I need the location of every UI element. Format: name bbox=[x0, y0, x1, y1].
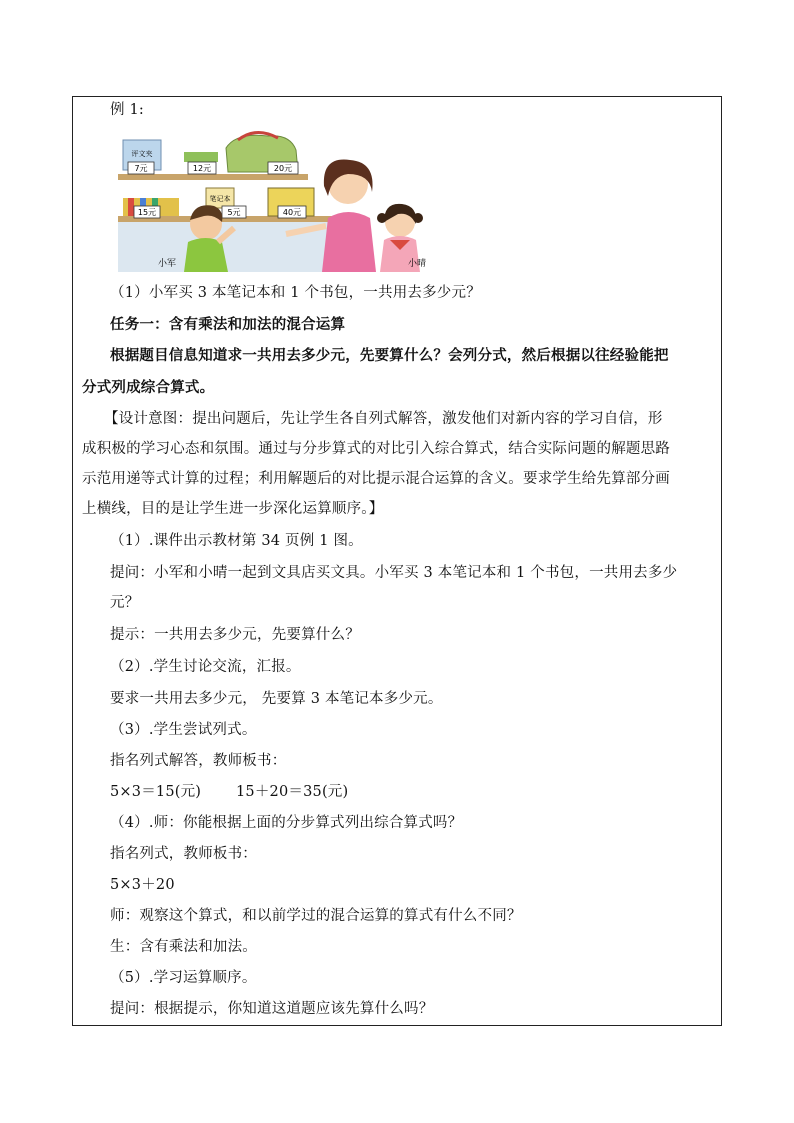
notebook-label: 笔记本 bbox=[209, 195, 231, 203]
step-5: （5）.学习运算顺序。 bbox=[110, 970, 257, 986]
assign-line-2: 指名列式，教师板书： bbox=[110, 846, 257, 862]
price-tag-2 bbox=[188, 162, 216, 174]
step-2: （2）.学生讨论交流，汇报。 bbox=[110, 659, 301, 675]
design-intent-line-4: 上横线，目的是让学生进一步深化运算顺序。】 bbox=[82, 501, 384, 517]
ask-line-3: 提问：根据提示，你知道这道题应该先算什么吗？ bbox=[110, 1001, 434, 1017]
price-tag-5-text: 5元 bbox=[227, 208, 241, 217]
student-line: 生：含有乘法和加法。 bbox=[110, 939, 257, 955]
task-1-heading: 任务一：含有乘法和加法的混合运算 bbox=[110, 316, 346, 333]
stationery-shop-illustration bbox=[118, 126, 438, 272]
shelf-top bbox=[118, 174, 308, 180]
ask-line-2: 元？ bbox=[110, 595, 140, 611]
equation-2: 15＋20＝35(元) bbox=[236, 784, 349, 800]
stapler-item bbox=[184, 152, 218, 162]
folder-label: 评文夹 bbox=[131, 150, 153, 158]
step-1: （1）.课件出示教材第 34 页例 1 图。 bbox=[110, 533, 363, 549]
teacher-line: 师：观察这个算式，和以前学过的混合运算的算式有什么不同？ bbox=[110, 908, 522, 924]
step-4: （4）.师：你能根据上面的分步算式列出综合算式吗？ bbox=[110, 815, 463, 831]
design-intent-line-2: 成积极的学习心态和氛围。通过与分步算式的对比引入综合算式，结合实际问题的解题思路 bbox=[82, 441, 670, 457]
bold-text-line-1: 根据题目信息知道求一共用去多少元，先要算什么？会列分式，然后根据以往经验能把 bbox=[110, 347, 669, 364]
price-tag-3 bbox=[268, 162, 298, 174]
price-tag-2-text: 12元 bbox=[192, 164, 212, 173]
price-tag-1 bbox=[128, 162, 154, 174]
price-tag-6-text: 40元 bbox=[282, 208, 302, 217]
price-tag-5 bbox=[222, 206, 246, 218]
equation-3: 5×3＋20 bbox=[110, 877, 175, 893]
question-1: （1）小军买 3 本笔记本和 1 个书包，一共用去多少元？ bbox=[110, 285, 481, 301]
design-intent-line-3: 示范用递等式计算的过程；利用解题后的对比提示混合运算的含义。要求学生给先算部分画 bbox=[82, 471, 670, 487]
step-3: （3）.学生尝试列式。 bbox=[110, 722, 257, 738]
requirement-line: 要求一共用去多少元， 先要算 3 本笔记本多少元。 bbox=[110, 691, 443, 707]
hint-line: 提示：一共用去多少元，先要算什么？ bbox=[110, 627, 360, 643]
price-tag-4-text: 15元 bbox=[137, 208, 157, 217]
name-left: 小军 bbox=[158, 259, 177, 269]
ask-line-1: 提问：小军和小晴一起到文具店买文具。小军买 3 本笔记本和 1 个书包，一共用去多少 bbox=[110, 565, 678, 581]
equation-1: 5×3＝15(元) bbox=[110, 784, 202, 800]
price-tag-1-text: 7元 bbox=[134, 164, 148, 173]
price-tag-3-text: 20元 bbox=[273, 164, 293, 173]
name-right: 小晴 bbox=[408, 259, 427, 269]
example-label: 例 1: bbox=[110, 102, 145, 118]
design-intent-line-1: 【设计意图：提出问题后，先让学生各自列式解答，激发他们对新内容的学习自信，形 bbox=[104, 411, 663, 427]
price-tag-4 bbox=[134, 206, 160, 218]
price-tag-6 bbox=[278, 206, 306, 218]
bold-text-line-2: 分式列成综合算式。 bbox=[82, 379, 215, 396]
assign-line: 指名列式解答，教师板书： bbox=[110, 753, 287, 769]
